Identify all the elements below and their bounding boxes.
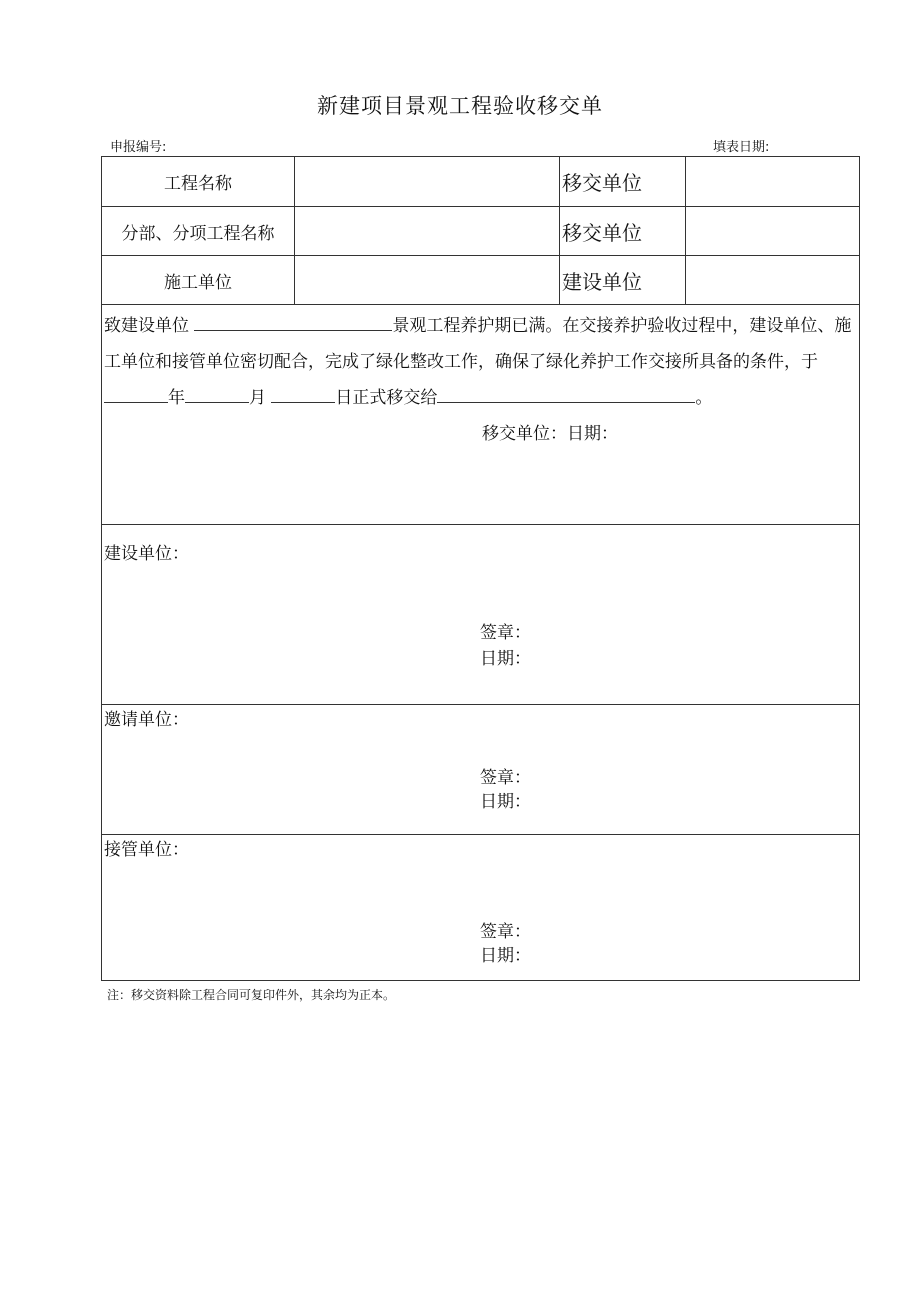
footnote: 注：移交资料除工程合同可复印件外，其余均为正本。 — [107, 988, 396, 1002]
project-name-row — [102, 157, 860, 207]
receiver-section-title: 接管单位： — [104, 840, 189, 860]
day-label: 日正式移交给 — [335, 388, 438, 408]
year-label: 年 — [168, 388, 185, 408]
receiver-section — [102, 835, 860, 981]
invited-section — [102, 705, 860, 835]
statement-part-1: 致建设单位 — [104, 316, 189, 336]
receiver-date-label: 日期： — [480, 946, 531, 966]
handover-form-table — [101, 156, 860, 981]
builder-seal-label: 签章： — [480, 623, 531, 643]
project-name-label: 工程名称 — [102, 157, 295, 207]
builder-section — [102, 525, 860, 705]
document-title: 新建项目景观工程验收移交单 — [317, 94, 603, 118]
builder-unit-field[interactable] — [686, 256, 860, 305]
handover-unit-label: 移交单位 — [560, 157, 686, 207]
statement-part-2: 景观工程养护期已满。在交接养护验收过程中，建设单位、施工单位和接管单位密切配合，完成了绿化整改工作，确保了绿化养护工作交接所具备的条件，于 — [104, 316, 852, 372]
month-label: 月 — [249, 388, 266, 408]
year-blank[interactable] — [104, 382, 168, 403]
invited-section-title: 邀请单位： — [104, 710, 189, 730]
handover-sign-line: 移交单位：日期： — [482, 424, 618, 444]
handover-unit-field-2[interactable] — [686, 207, 860, 256]
receiver-seal-label: 签章： — [480, 922, 531, 942]
builder-section-title: 建设单位： — [104, 544, 189, 564]
subproject-name-field[interactable] — [295, 207, 560, 256]
builder-unit-label: 建设单位 — [560, 256, 686, 305]
project-name-field[interactable] — [295, 157, 560, 207]
statement-row — [102, 305, 860, 525]
fill-date-label: 填表日期: — [713, 140, 770, 155]
statement-end: 。 — [695, 388, 713, 408]
handover-unit-field[interactable] — [686, 157, 860, 207]
month-blank[interactable] — [185, 382, 249, 403]
subproject-row — [102, 207, 860, 256]
statement-cell — [102, 305, 860, 525]
construction-unit-row — [102, 256, 860, 305]
receiver-blank[interactable] — [437, 382, 695, 403]
builder-date-label: 日期： — [480, 649, 531, 669]
report-number-label: 申报编号: — [110, 140, 167, 155]
builder-blank[interactable] — [194, 310, 392, 331]
handover-unit-label-2: 移交单位 — [560, 207, 686, 256]
receiver-section-row — [102, 835, 860, 981]
invited-seal-label: 签章： — [480, 768, 531, 788]
invited-section-row — [102, 705, 860, 835]
construction-unit-field[interactable] — [295, 256, 560, 305]
builder-section-row — [102, 525, 860, 705]
construction-unit-label: 施工单位 — [102, 256, 295, 305]
day-blank[interactable] — [271, 382, 335, 403]
invited-date-label: 日期： — [480, 792, 531, 812]
subproject-name-label: 分部、分项工程名称 — [102, 207, 295, 256]
statement-paragraph — [104, 308, 853, 416]
